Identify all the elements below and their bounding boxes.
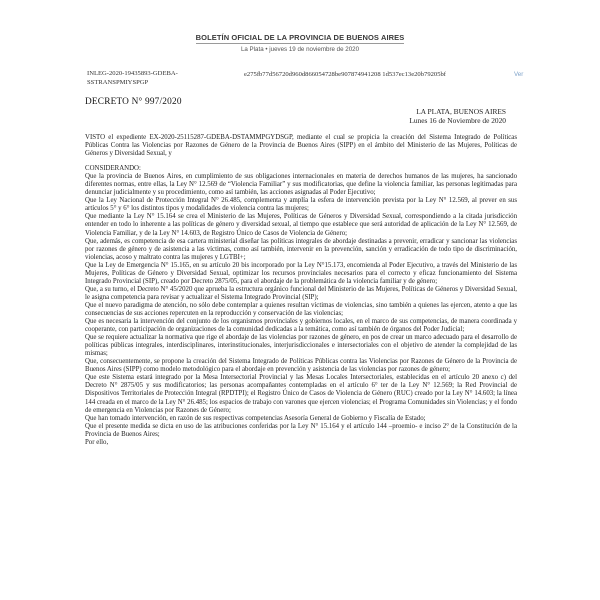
considerando-heading: CONSIDERANDO: [85, 165, 141, 173]
considerando-paragraph: Que la Ley Nacional de Protección Integral N° 26.485, complementa y amplía la esfera de intervención prevista por la Ley N° 12.569, al prever en sus artículos 5° y 6° los distintos tipos y modalidades de violencia contra las mujeres; [85, 197, 517, 213]
decree-place: LA PLATA, BUENOS AIRES [416, 107, 506, 116]
considerando-paragraph: Que el presente medida se dicta en uso de las atribuciones conferidas por la Ley N° 15.164 y el artículo 144 –proemio- e inciso 2° de la Constitución de la Provincia de Buenos Aires; [85, 422, 517, 438]
bulletin-header [0, 27, 600, 53]
considerando-paragraph: Que, a su turno, el Decreto N° 45/2020 que aprueba la estructura orgánico funcional del Ministerio de las Mujeres, Políticas de Géneros y Diversidad Sexual, le asigna competencia para revisar y actualizar el Sistema Integrado Provincial (SIP); [85, 285, 517, 301]
document-code: INLEG-2020-19435893-GDEBA-SSTRANSPMIYSPGP [87, 70, 178, 86]
considerando-paragraph: Que la Ley de Emergencia N° 15.165, en su artículo 20 bis incorporado por la Ley N°15.173, encomienda al Poder Ejecutivo, a través del Ministerio de las Mujeres, Políticas de Género y Diversidad Sexual, optimizar los recursos provinciales necesarios para el correcto y eficaz funcionamiento del Sistema Integrado Provincial (SIP), creado por Decreto 2875/05, para el abordaje de la problemática de la violencia familiar y de género; [85, 261, 517, 285]
considerando-paragraph: Que este Sistema estará integrado por la Mesa Intersectorial Provincial y las Mesas Locales Intersectoriales, establecidas en el artículo 20 anexo c) del Decreto N° 2875/05 y sus modificatorios; las personas acompañantes contempladas en el artículo 6° ter de la Ley N° 12.569; la Red Provincial de Dispositivos Territoriales de Protección Integral (RPDTPI); el Registro Único de Casos de Violencia de Género (RUC) creado por la Ley N° 14.603; la línea 144 creada en el marco de la Ley N° 26.485; los espacios de trabajo con varones que ejercen violencias; el Programa Comunidades sin Violencias; y el fondo de emergencia en Violencias por Razones de Género; [85, 374, 517, 414]
considerando-paragraph: Que se requiere actualizar la normativa que rige el abordaje de las violencias por razones de género, en pos de crear un marco adecuado para el desarrollo de políticas públicas integrales, interdisciplinares, interinstitucionales, interjurisdiccionales e intersectoriales con el objetivo de atender la complejidad de las mismas; [85, 334, 517, 358]
decree-place-date [409, 108, 506, 125]
considerando-paragraph: Que, consecuentemente, se propone la creación del Sistema Integrado de Políticas Públicas contra las Violencias por Razones de Género de la Provincia de Buenos Aires (SIPP) como modelo metodológico para el abordaje en prevención y asistencia de las violencias por razones de género; [85, 358, 517, 374]
bulletin-title: BOLETÍN OFICIAL DE LA PROVINCIA DE BUENOS AIRES [195, 33, 405, 42]
document-hash: e275fb77d56720d960d866054728be907874941208 1d537ec13e20b79205bf [244, 71, 447, 78]
decree-date: Lunes 16 de Noviembre de 2020 [409, 115, 506, 125]
considerando-paragraph: Que la provincia de Buenos Aires, en cumplimiento de sus obligaciones internacionales en materia de derechos humanos de las mujeres, ha sancionado diferentes normas, entre ellas, la Ley N° 12.569 de “Violencia Familiar” y sus modificatorias, que define la violencia familiar, las personas legitimadas para denunciar judicialmente y su procedimiento, como así también, las acciones asignadas al Poder Ejecutivo; [85, 173, 517, 197]
considerando-paragraph: Por ello, [85, 438, 109, 446]
considerando-paragraph: Que han tomado intervención, en razón de sus respectivas competencias Asesoría General de Gobierno y Fiscalía de Estado; [85, 414, 426, 422]
considerando-paragraph: Que, además, es competencia de esa cartera ministerial diseñar las políticas integrales de abordaje destinadas a prevenir, erradicar y sancionar las violencias por razones de género y de asistencia a las víctimas, como así también, intervenir en la prevención, sanción y erradicación de todo tipo de discriminación, violencias, acoso y maltrato contra las mujeres y LGTBI+; [85, 237, 517, 261]
visto-paragraph: VISTO el expediente EX-2020-25115287-GDEBA-DSTAMMPGYDSGP, mediante el cual se propicia la creación del Sistema Integrado de Políticas Públicas Contra las Violencias por Razones de Género de la Provincia de Buenos Aires (SIPP) en el ámbito del Ministerio de las Mujeres, Políticas de Géneros y Diversidad Sexual, y [85, 134, 517, 158]
view-link[interactable]: Ver [514, 71, 524, 78]
considerando-paragraph: Que es necesaria la intervención del conjunto de los organismos provinciales y gobiernos locales, en el marco de sus competencias, de manera coordinada y cooperante, con participación de organizaciones de la comunidad dedicadas a la temática, como así también de órganos del Poder Judicial; [85, 318, 517, 334]
considerando-paragraph: Que mediante la Ley N° 15.164 se crea el Ministerio de las Mujeres, Políticas de Géneros y Diversidad Sexual, correspondiendo a la citada jurisdicción entender en todo lo inherente a las políticas de género y diversidad sexual, al tiempo que establece que será autoridad de aplicación de la Ley N° 12.569, de Violencia Familiar, y de la Ley N° 14.603, de Registro Único de Casos de Violencia de Género; [85, 213, 517, 237]
decree-number: DECRETO N° 997/2020 [85, 97, 182, 107]
considerando-paragraph: Que el nuevo paradigma de atención, no sólo debe contemplar a quienes resultan víctimas de violencias, sino también a quienes las ejercen, atento a que las consecuencias de sus acciones repercuten en la reproducción y conservación de las violencias; [85, 301, 517, 317]
bulletin-date: La Plata • jueves 19 de noviembre de 2020 [240, 46, 360, 53]
decree-body [85, 134, 517, 447]
